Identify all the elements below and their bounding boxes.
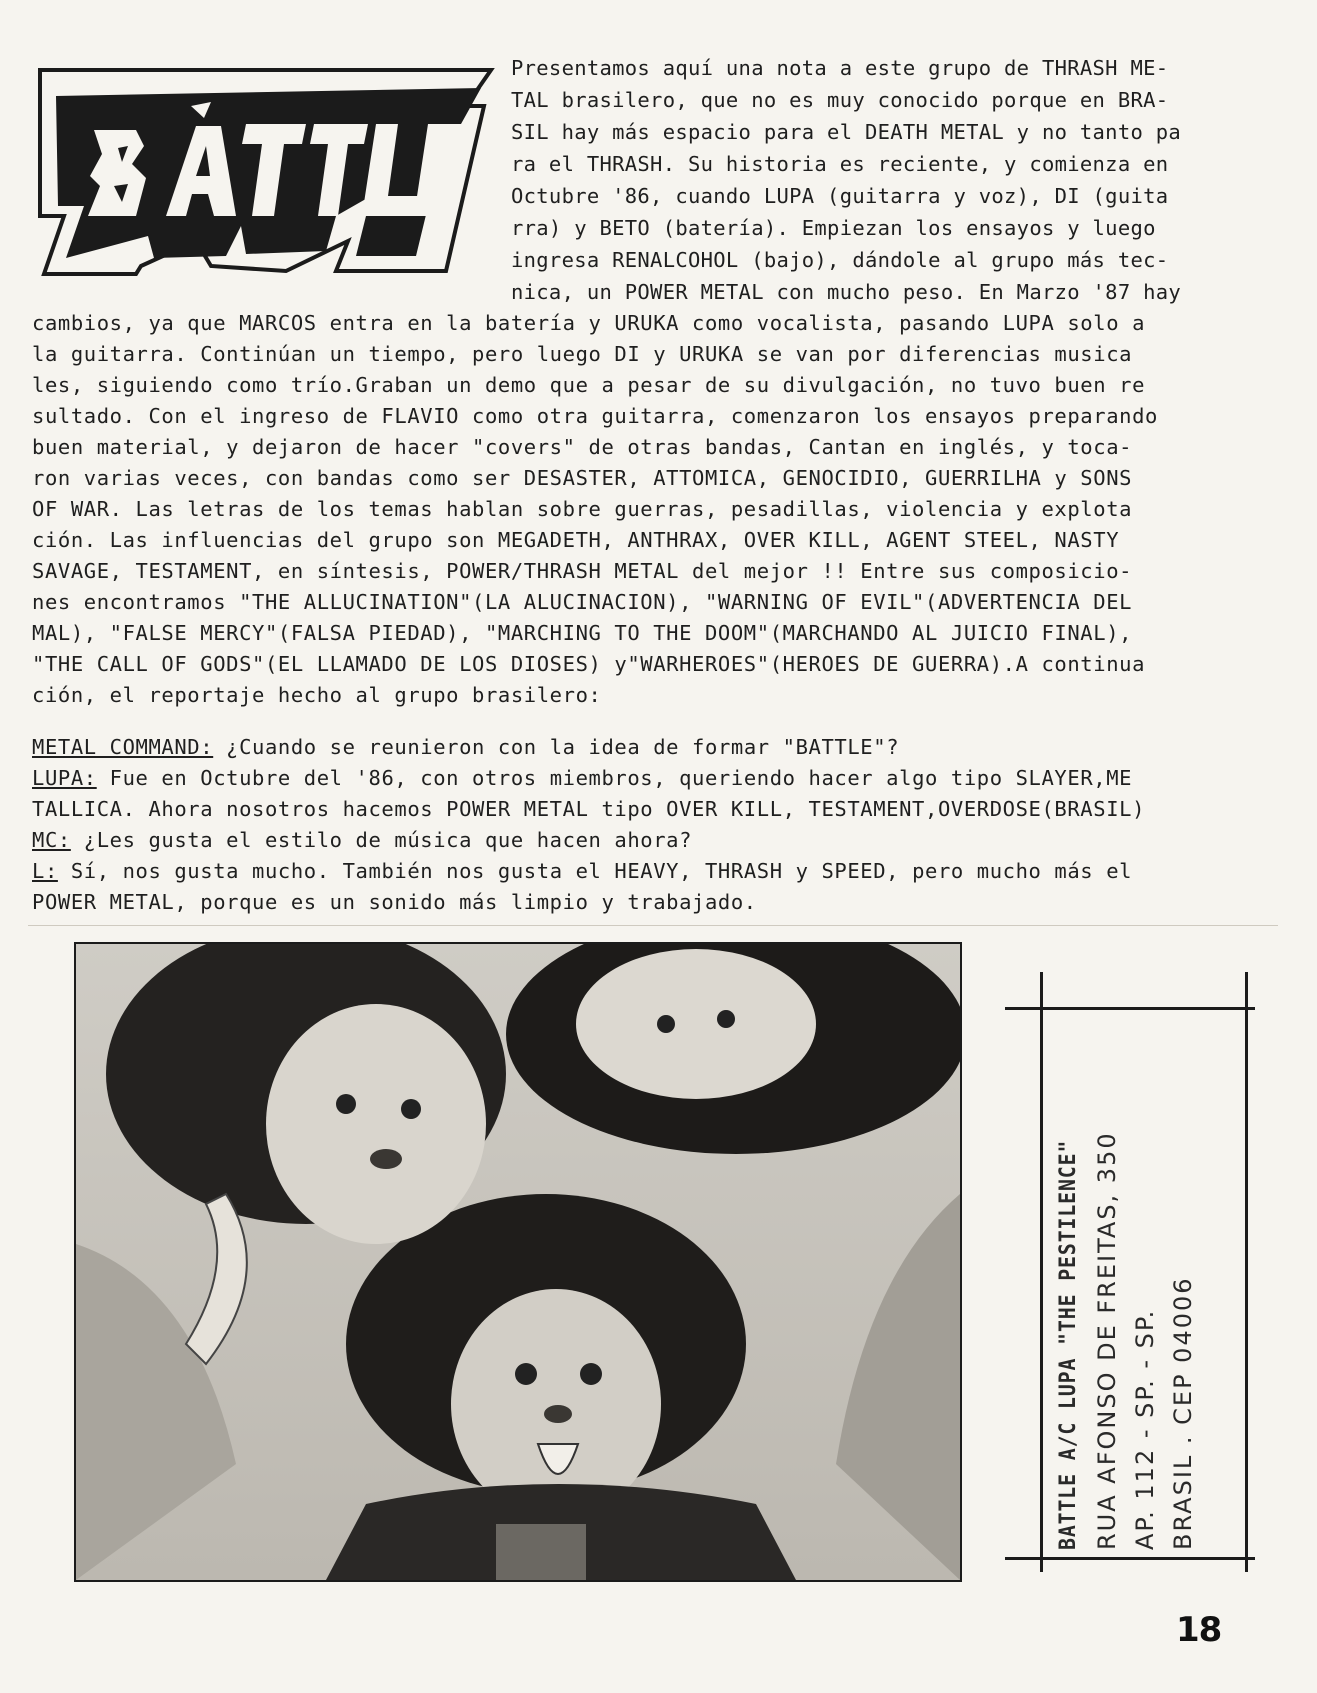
text-line: les, siguiendo como trío.Graban un demo que a pesar de su divulgación, no tuvo buen re xyxy=(32,373,1146,397)
address-text-block xyxy=(1050,1020,1240,1550)
band-photo xyxy=(74,942,962,1582)
text-line: ción. Las influencias del grupo son MEGADETH, ANTHRAX, OVER KILL, AGENT STEEL, NASTY xyxy=(32,528,1120,552)
speaker-label: LUPA: xyxy=(32,766,97,790)
text-line: nica, un POWER METAL con mucho peso. En Marzo '87 hay xyxy=(511,280,1182,304)
address-line-2: RUA AFONSO DE FREITAS, 350 xyxy=(1093,1131,1121,1550)
text-line: ra el THRASH. Su historia es reciente, y comienza en xyxy=(511,152,1169,176)
text-line: SAVAGE, TESTAMENT, en síntesis, POWER/THRASH METAL del mejor !! Entre sus composicio- xyxy=(32,559,1133,583)
address-line-3: AP. 112 - SP. - SP. xyxy=(1131,1308,1159,1550)
article-body xyxy=(32,308,1272,711)
interview-text: Sí, nos gusta mucho. También nos gusta el HEAVY, THRASH y SPEED, pero mucho más el xyxy=(57,859,1133,883)
address-frame-right xyxy=(1245,972,1248,1572)
speaker-label: L: xyxy=(32,859,58,883)
speaker-label: METAL COMMAND: xyxy=(32,735,214,759)
text-line: OF WAR. Las letras de los temas hablan sobre guerras, pesadillas, violencia y explota xyxy=(32,497,1133,521)
text-line: nes encontramos "THE ALLUCINATION"(LA ALUCINACION), "WARNING OF EVIL"(ADVERTENCIA DEL xyxy=(32,590,1133,614)
text-line: rra) y BETO (batería). Empiezan los ensayos y luego xyxy=(511,216,1156,240)
contact-address xyxy=(1005,972,1255,1572)
text-line: cambios, ya que MARCOS entra en la batería y URUKA como vocalista, pasando LUPA solo a xyxy=(32,311,1146,335)
text-line: ción, el reportaje hecho al grupo brasilero: xyxy=(32,683,602,707)
section-divider xyxy=(28,925,1278,926)
interview-line xyxy=(32,856,1272,887)
interview-text: Fue en Octubre del '86, con otros miembros, queriendo hacer algo tipo SLAYER,ME xyxy=(96,766,1133,790)
interview-text: TALLICA. Ahora nosotros hacemos POWER METAL tipo OVER KILL, TESTAMENT,OVERDOSE(BRASIL) xyxy=(32,797,1146,821)
text-line: sultado. Con el ingreso de FLAVIO como otra guitarra, comenzaron los ensayos preparando xyxy=(32,404,1158,428)
text-line: la guitarra. Continúan un tiempo, pero luego DI y URUKA se van por diferencias musica xyxy=(32,342,1133,366)
interview-line xyxy=(32,732,1272,763)
interview-line xyxy=(32,763,1272,794)
text-line: buen material, y dejaron de hacer "covers" de otras bandas, Cantan en inglés, y toca- xyxy=(32,435,1133,459)
interview-text: ¿Les gusta el estilo de música que hacen ahora? xyxy=(70,828,693,852)
text-line: Presentamos aquí una nota a este grupo de THRASH ME- xyxy=(511,56,1169,80)
intro-paragraph xyxy=(511,52,1266,308)
battle-logo-graphic xyxy=(36,66,498,279)
text-line: Octubre '86, cuando LUPA (guitarra y voz), DI (guita xyxy=(511,184,1169,208)
text-line: MAL), "FALSE MERCY"(FALSA PIEDAD), "MARCHING TO THE DOOM"(MARCHANDO AL JUICIO FINAL), xyxy=(32,621,1133,645)
interview-line xyxy=(32,887,1272,918)
speaker-label: MC: xyxy=(32,828,71,852)
text-line: SIL hay más espacio para el DEATH METAL y no tanto pa xyxy=(511,120,1182,144)
interview-line xyxy=(32,825,1272,856)
text-line: ingresa RENALCOHOL (bajo), dándole al grupo más tec- xyxy=(511,248,1169,272)
text-line: "THE CALL OF GODS"(EL LLAMADO DE LOS DIOSES) y"WARHEROES"(HEROES DE GUERRA).A continua xyxy=(32,652,1146,676)
text-line: TAL brasilero, que no es muy conocido porque en BRA- xyxy=(511,88,1169,112)
interview-text: ¿Cuando se reunieron con la idea de formar "BATTLE"? xyxy=(213,735,900,759)
address-line-1: BATTLE A/C LUPA "THE PESTILENCE" xyxy=(1056,1139,1081,1550)
interview-section xyxy=(32,732,1272,918)
address-frame-bottom xyxy=(1005,1557,1255,1560)
interview-text: POWER METAL, porque es un sonido más limpio y trabajado. xyxy=(32,890,757,914)
battle-logo xyxy=(36,66,498,279)
address-frame-left xyxy=(1040,972,1043,1572)
interview-line xyxy=(32,794,1272,825)
address-line-4: BRASIL . CEP 04006 xyxy=(1169,1276,1197,1550)
page-number: 18 xyxy=(1176,1610,1222,1650)
text-line: ron varias veces, con bandas como ser DESASTER, ATTOMICA, GENOCIDIO, GUERRILHA y SONS xyxy=(32,466,1133,490)
address-frame-top xyxy=(1005,1007,1255,1010)
band-photo-image xyxy=(76,944,960,1580)
